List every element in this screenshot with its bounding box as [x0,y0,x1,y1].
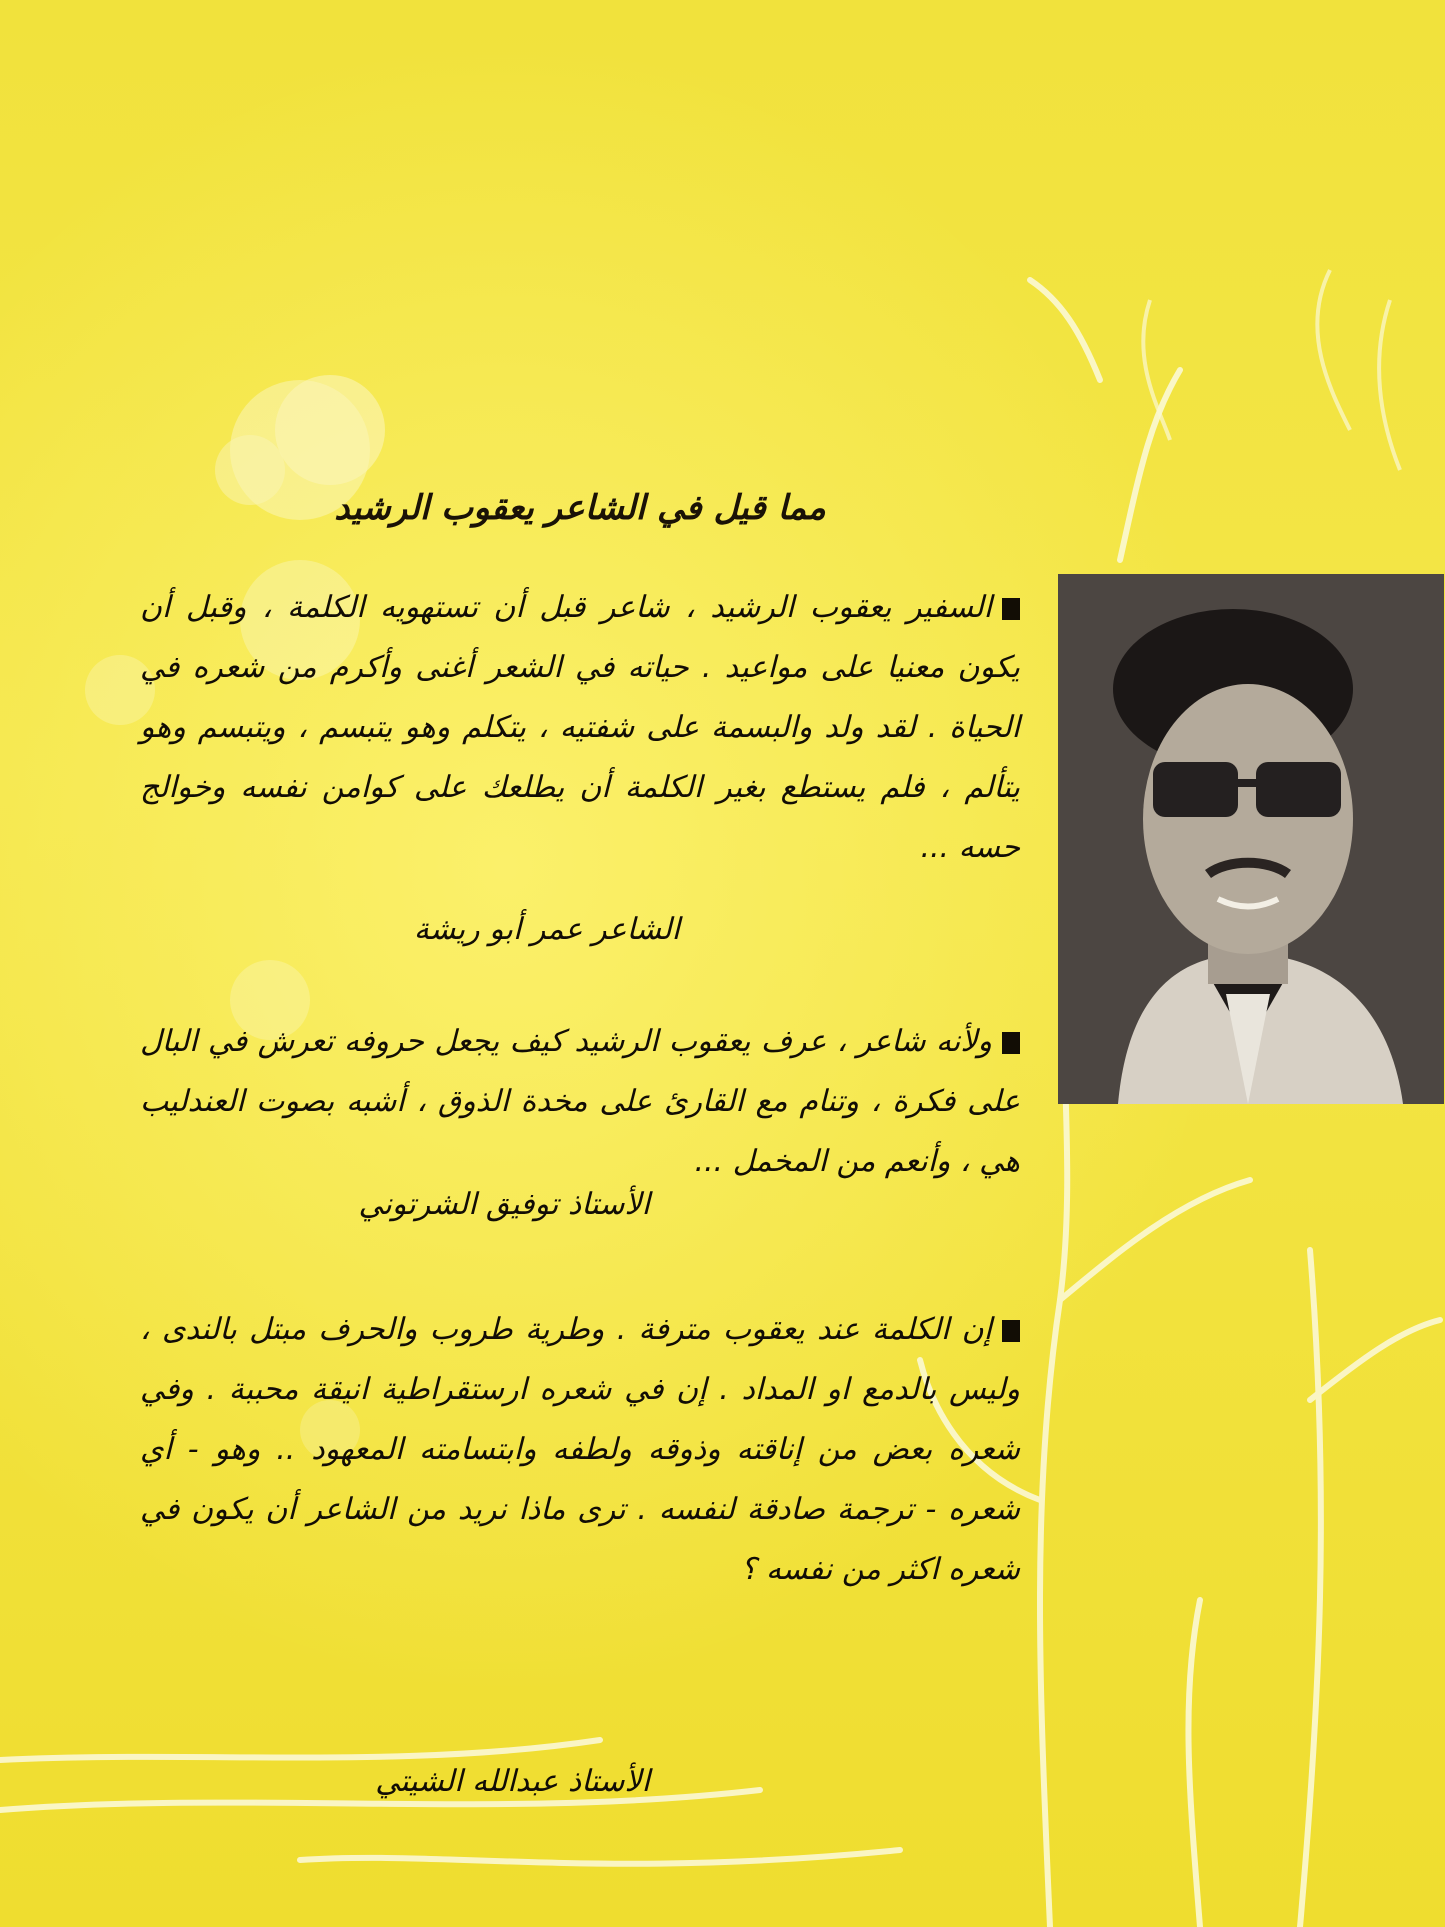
page-title: مما قيل في الشاعر يعقوب الرشيد [334,488,826,528]
bullet-square-icon [1002,1320,1020,1342]
quote-2-author: الأستاذ توفيق الشرتوني [358,1187,650,1222]
portrait-icon [1058,574,1444,1104]
quote-3 [140,1300,1020,1600]
poet-portrait-photo [1058,574,1444,1104]
bullet-square-icon [1002,1032,1020,1054]
bullet-square-icon [1002,598,1020,620]
quote-1-author: الشاعر عمر أبو ريشة [413,912,680,947]
quote-3-author: الأستاذ عبدالله الشيتي [375,1764,650,1799]
quote-1-text: السفير يعقوب الرشيد ، شاعر قبل أن تستهويه الكلمة ، وقبل أن يكون معنيا على مواعيد . حياته في الشعر أغنى وأكرم من شعره في الحياة . لقد ولد والبسمة على شفتيه ، يتكلم وهو يتبسم ، ويتبسم وهو يتألم ، فلم يستطع بغير الكلمة أن يطلعك على كوامن نفسه وخوالج حسه ... [140,590,1020,865]
quote-2 [140,1012,1020,1192]
quote-3-text: إن الكلمة عند يعقوب مترفة . وطرية طروب والحرف مبتل بالندى ، وليس بالدمع او المداد . إن في شعره ارستقراطية انيقة محببة . وفي شعره بعض من إناقته وذوقه ولطفه وابتسامته المعهود .. وهو - أي شعره - ترجمة صادقة لنفسه . ترى ماذا نريد من الشاعر أن يكون في شعره اكثر من نفسه ؟ [140,1312,1020,1587]
quote-1 [140,578,1020,878]
quote-2-text: ولأنه شاعر ، عرف يعقوب الرشيد كيف يجعل حروفه تعرش في البال على فكرة ، وتنام مع القارئ على مخدة الذوق ، أشبه بصوت العندليب هي ، وأنعم من المخمل ... [140,1024,1020,1179]
